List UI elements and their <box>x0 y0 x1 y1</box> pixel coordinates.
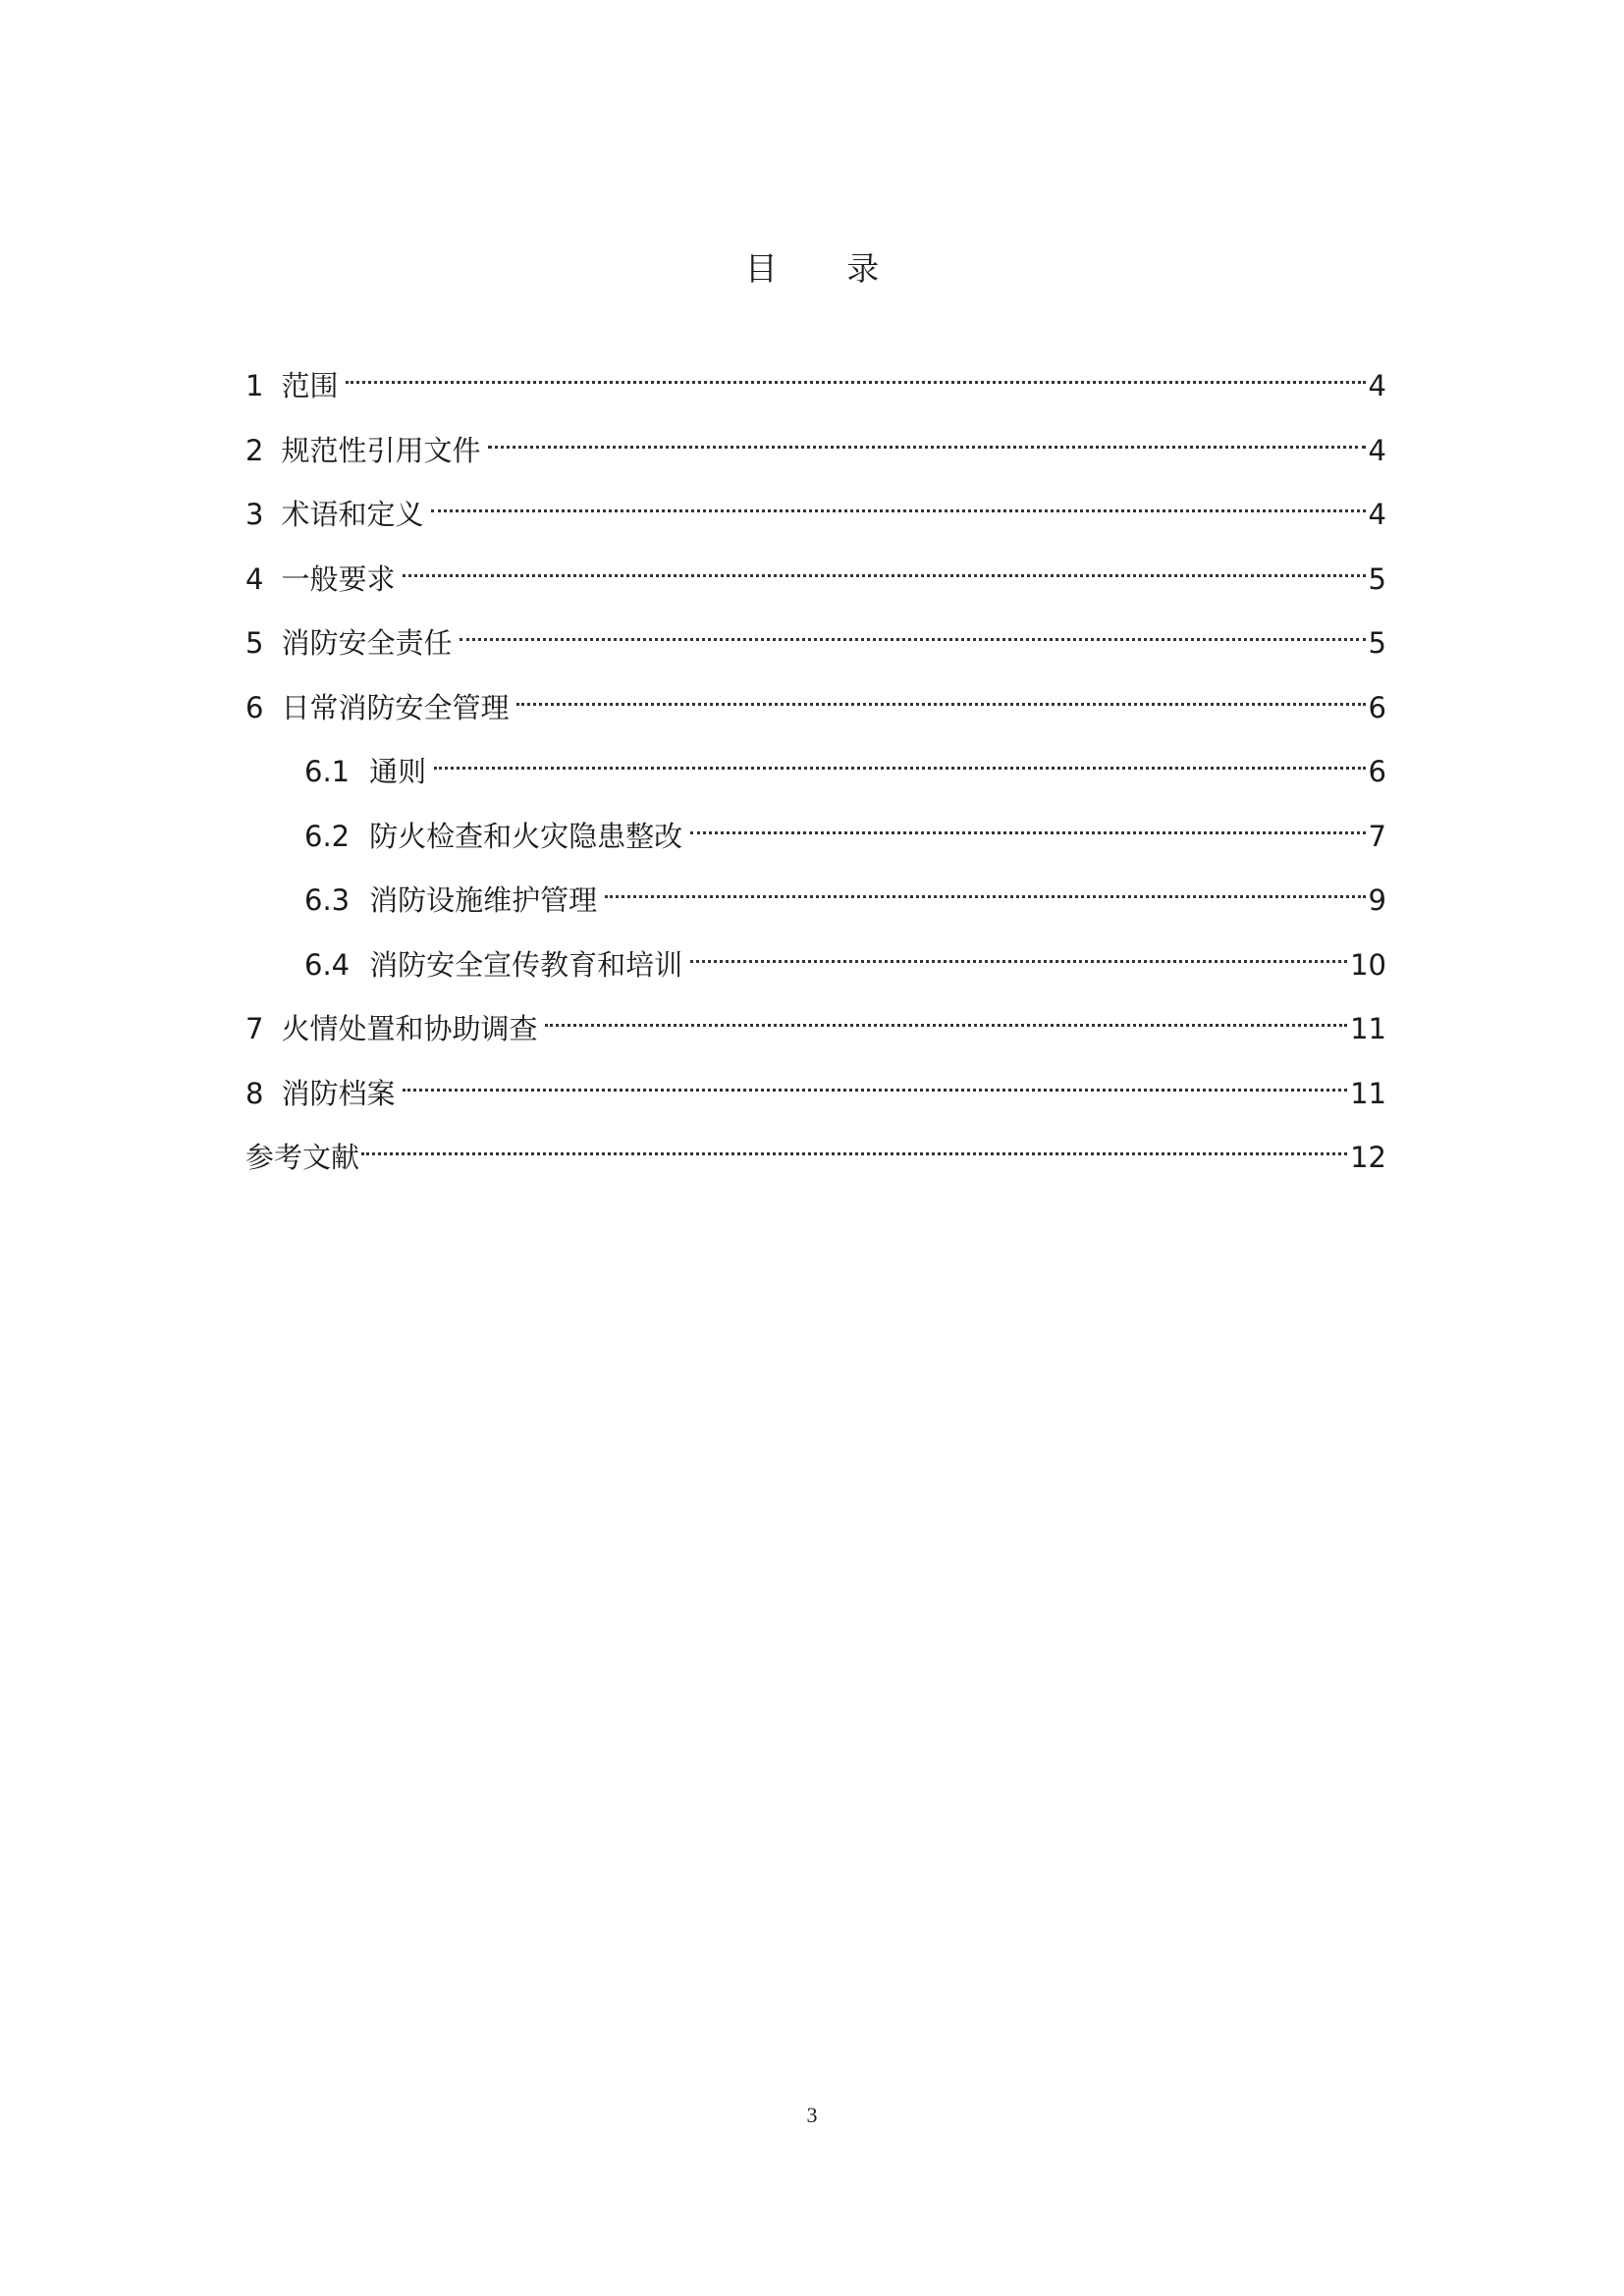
toc-item-title: 通则 <box>369 755 427 788</box>
toc-item-1[interactable] <box>245 347 1386 411</box>
toc-item-page: 9 <box>1368 883 1386 917</box>
toc-item-number: 6.2 <box>304 819 351 853</box>
toc-item-number: 6 <box>245 690 264 724</box>
toc-item-4[interactable] <box>245 540 1386 605</box>
toc-item-page: 6 <box>1368 690 1386 724</box>
toc-item-page: 6 <box>1368 755 1386 788</box>
dot-leader <box>403 1054 1347 1103</box>
toc-item-title: 消防安全宣传教育和培训 <box>369 947 683 982</box>
toc-item-page: 5 <box>1368 561 1386 596</box>
toc-item-number: 6.3 <box>304 883 351 917</box>
toc-item-page: 11 <box>1350 1076 1386 1110</box>
dot-leader <box>488 411 1365 460</box>
toc-item-2[interactable] <box>245 411 1386 476</box>
toc-item-title: 范围 <box>281 369 339 402</box>
dot-leader <box>434 732 1365 781</box>
toc-item-page: 5 <box>1368 626 1386 660</box>
dot-leader <box>605 861 1365 910</box>
toc-item-title: 消防设施维护管理 <box>369 883 598 917</box>
toc-item-6-3[interactable] <box>245 861 1386 926</box>
toc-item-6[interactable] <box>245 668 1386 733</box>
page-number: 3 <box>806 2103 818 2127</box>
toc-item-8[interactable] <box>245 1054 1386 1119</box>
toc-item-number: 3 <box>245 498 264 531</box>
toc-item-title: 防火检查和火灾隐患整改 <box>369 819 683 853</box>
toc-item-page: 10 <box>1350 947 1386 982</box>
toc-item-6-2[interactable] <box>245 797 1386 862</box>
toc-item-page: 4 <box>1368 433 1386 467</box>
toc-item-title: 规范性引用文件 <box>281 433 481 467</box>
toc-item-number: 6.1 <box>304 755 351 788</box>
toc-item-page: 12 <box>1350 1141 1386 1174</box>
dot-leader <box>403 540 1365 589</box>
toc-item-page: 11 <box>1350 1012 1386 1045</box>
toc-item-5[interactable] <box>245 604 1386 668</box>
toc-item-page: 4 <box>1368 369 1386 402</box>
table-of-contents <box>245 347 1386 1183</box>
toc-item-number: 6.4 <box>304 947 351 982</box>
toc-item-number: 4 <box>245 561 264 596</box>
toc-item-number: 7 <box>245 1012 264 1045</box>
toc-item-references[interactable] <box>245 1118 1386 1183</box>
toc-item-title: 消防档案 <box>281 1076 396 1110</box>
dot-leader <box>431 475 1365 524</box>
dot-leader <box>460 604 1365 653</box>
toc-item-title: 消防安全责任 <box>281 626 453 660</box>
dot-leader <box>690 926 1347 975</box>
dot-leader <box>361 1118 1347 1167</box>
dot-leader <box>545 989 1347 1039</box>
toc-item-page: 7 <box>1368 819 1386 853</box>
dot-leader <box>346 347 1365 396</box>
toc-item-3[interactable] <box>245 475 1386 540</box>
toc-item-title: 一般要求 <box>281 561 396 596</box>
toc-title: 目 录 <box>744 249 909 288</box>
toc-item-number: 5 <box>245 626 264 660</box>
toc-item-title: 日常消防安全管理 <box>281 690 510 724</box>
toc-item-title: 火情处置和协助调查 <box>281 1012 538 1045</box>
dot-leader <box>516 668 1365 718</box>
toc-item-number: 8 <box>245 1076 264 1110</box>
dot-leader <box>690 797 1365 846</box>
toc-item-title: 术语和定义 <box>281 498 424 531</box>
toc-item-6-4[interactable] <box>245 926 1386 990</box>
toc-item-number: 1 <box>245 369 264 402</box>
toc-item-6-1[interactable] <box>245 732 1386 797</box>
toc-item-title: 参考文献 <box>245 1141 360 1174</box>
toc-item-page: 4 <box>1368 498 1386 531</box>
toc-item-number: 2 <box>245 433 264 467</box>
toc-item-7[interactable] <box>245 989 1386 1054</box>
